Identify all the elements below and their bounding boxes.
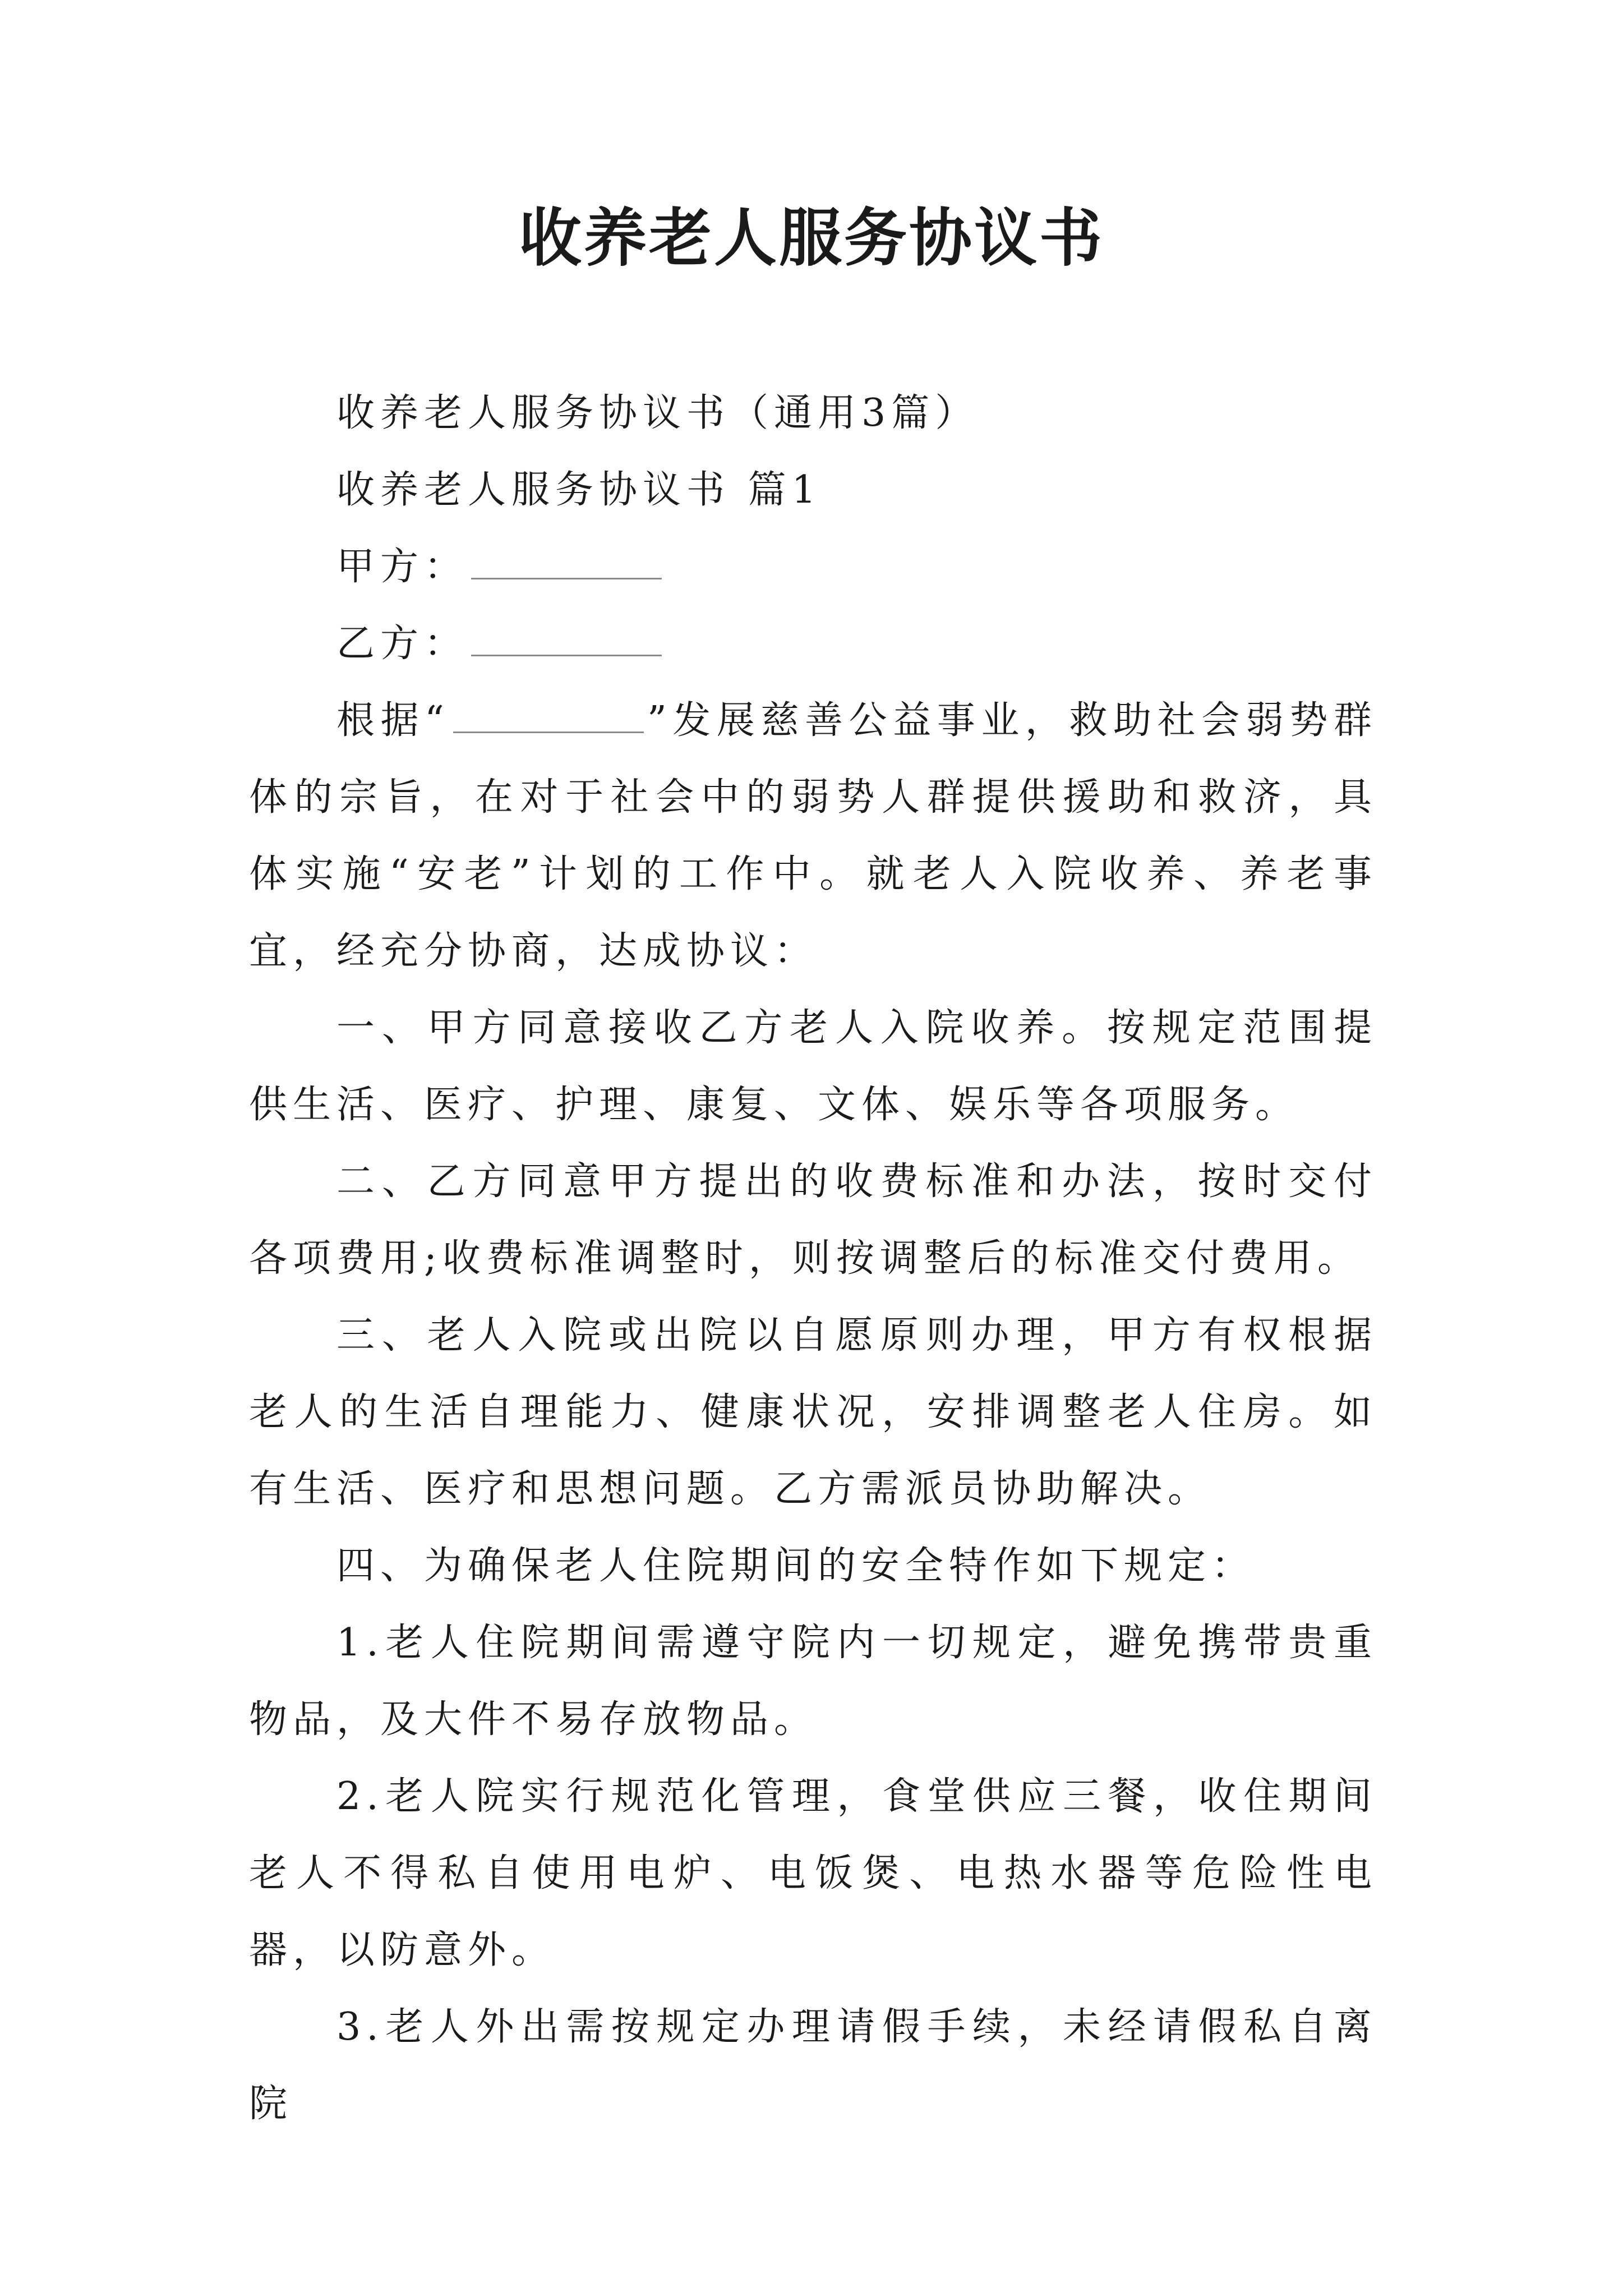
section-heading: 收养老人服务协议书 篇1 xyxy=(336,468,822,512)
party-b-label: 乙方： xyxy=(336,622,468,666)
intro-paragraph xyxy=(249,682,1377,990)
party-b-line xyxy=(249,605,1377,682)
clause-3: 三、老人入院或出院以自愿原则办理，甲方有权根据老人的生活自理能力、健康状况，安排调整老人住房。如有生活、医疗和思想问题。乙方需派员协助解决。 xyxy=(249,1313,1377,1511)
party-b-blank xyxy=(471,621,662,656)
document-title: 收养老人服务协议书 xyxy=(519,202,1104,275)
organization-blank xyxy=(453,698,644,733)
party-a-blank xyxy=(471,544,662,579)
intro-suffix: ”发展慈善公益事业，救助社会弱势群体的宗旨，在对于社会中的弱势人群提供援助和救济，具体实施“安老”计划的工作中。就老人入院收养、养老事宜，经充分协商，达成协议： xyxy=(249,698,1378,973)
clause-4-item-2: 2.老人院实行规范化管理，食堂供应三餐，收住期间老人不得私自使用电炉、电饭煲、电热水器等危险性电器，以防意外。 xyxy=(249,1774,1377,1972)
intro-prefix: 根据“ xyxy=(336,698,450,743)
clause-4-item-3: 3.老人外出需按规定办理请假手续，未经请假私自离院 xyxy=(249,2005,1377,2126)
document-body xyxy=(249,375,1377,2142)
clause-4: 四、为确保老人住院期间的安全特作如下规定： xyxy=(336,1544,1256,1588)
clause-1: 一、甲方同意接收乙方老人入院收养。按规定范围提供生活、医疗、护理、康复、文体、娱乐等各项服务。 xyxy=(249,1006,1377,1127)
party-a-label: 甲方： xyxy=(336,545,468,589)
clause-4-item-1: 1.老人住院期间需遵守院内一切规定，避免携带贵重物品，及大件不易存放物品。 xyxy=(249,1621,1377,1742)
clause-2: 二、乙方同意甲方提出的收费标准和办法，按时交付各项费用;收费标准调整时，则按调整后的标准交付费用。 xyxy=(249,1159,1377,1281)
subtitle: 收养老人服务协议书（通用3篇） xyxy=(336,391,979,435)
party-a-line xyxy=(249,528,1377,605)
